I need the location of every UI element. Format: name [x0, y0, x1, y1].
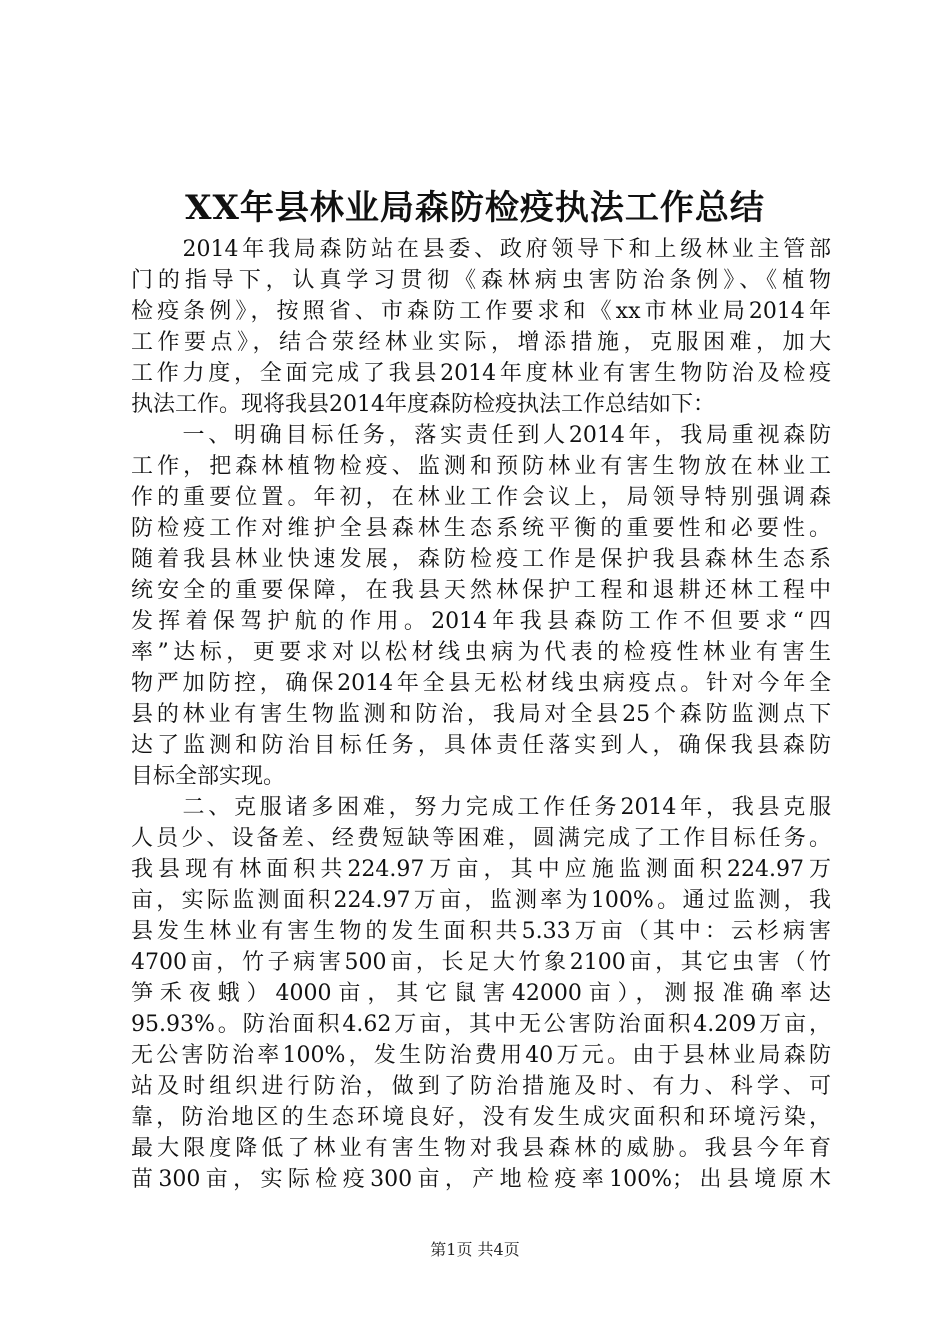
document-body — [131, 234, 831, 1195]
body-line: 我县现有林面积共224.97万亩，其中应施监测面积224.97万 — [131, 857, 831, 882]
body-line: 无公害防治率100%，发生防治费用40万元。由于县林业局森防 — [131, 1043, 831, 1068]
body-line: 一、明确目标任务，落实责任到人2014年，我局重视森防 — [131, 423, 831, 448]
body-line: 发挥着保驾护航的作用。2014年我县森防工作不但要求“四 — [131, 609, 831, 634]
body-line: 防检疫工作对维护全县森林生态系统平衡的重要性和必要性。 — [131, 516, 831, 541]
body-line: 执法工作。现将我县2014年度森防检疫执法工作总结如下： — [131, 392, 715, 417]
body-line: 达了监测和防治目标任务，具体责任落实到人，确保我县森防 — [131, 733, 831, 758]
body-line: 靠，防治地区的生态环境良好，没有发生成灾面积和环境污染， — [131, 1105, 831, 1130]
body-line: 苗300亩，实际检疫300亩，产地检疫率100%；出县境原木 — [131, 1167, 831, 1192]
body-line: 最大限度降低了林业有害生物对我县森林的威胁。我县今年育 — [131, 1136, 831, 1161]
body-line: 4700亩，竹子病害500亩，长足大竹象2100亩，其它虫害（竹 — [131, 950, 831, 975]
body-line: 站及时组织进行防治，做到了防治措施及时、有力、科学、可 — [131, 1074, 831, 1099]
body-line: 二、克服诸多困难，努力完成工作任务2014年，我县克服 — [131, 795, 831, 820]
body-line: 工作，把森林植物检疫、监测和预防林业有害生物放在林业工 — [131, 454, 831, 479]
body-line: 2014年我局森防站在县委、政府领导下和上级林业主管部 — [131, 237, 831, 262]
body-line: 工作要点》，结合荥经林业实际，增添措施，克服困难，加大 — [131, 330, 831, 355]
body-line: 作的重要位置。年初，在林业工作会议上，局领导特别强调森 — [131, 485, 831, 510]
body-line: 工作力度，全面完成了我县2014年度林业有害生物防治及检疫 — [131, 361, 831, 386]
body-line: 目标全部实现。 — [131, 764, 286, 789]
body-line: 率”达标，更要求对以松材线虫病为代表的检疫性林业有害生 — [131, 640, 831, 665]
body-line: 县发生林业有害生物的发生面积共5.33万亩（其中：云杉病害 — [131, 919, 831, 944]
body-line: 人员少、设备差、经费短缺等困难，圆满完成了工作目标任务。 — [131, 826, 831, 851]
document-title: XX年县林业局森防检疫执法工作总结 — [185, 188, 765, 228]
body-line: 统安全的重要保障，在我县天然林保护工程和退耕还林工程中 — [131, 578, 831, 603]
body-line: 门的指导下，认真学习贯彻《森林病虫害防治条例》、《植物 — [131, 268, 831, 293]
body-line: 95.93%。防治面积4.62万亩，其中无公害防治面积4.209万亩， — [131, 1012, 831, 1037]
body-line: 随着我县林业快速发展，森防检疫工作是保护我县森林生态系 — [131, 547, 831, 572]
body-line: 检疫条例》，按照省、市森防工作要求和《xx市林业局2014年 — [131, 299, 831, 324]
body-line: 笋禾夜蛾）4000亩，其它鼠害42000亩），测报准确率达 — [131, 981, 831, 1006]
body-line: 亩，实际监测面积224.97万亩，监测率为100%。通过监测，我 — [131, 888, 831, 913]
body-line: 物严加防控，确保2014年全县无松材线虫病疫点。针对今年全 — [131, 671, 831, 696]
body-line: 县的林业有害生物监测和防治，我局对全县25个森防监测点下 — [131, 702, 831, 727]
page-footer: 第1页 共4页 — [430, 1240, 520, 1259]
